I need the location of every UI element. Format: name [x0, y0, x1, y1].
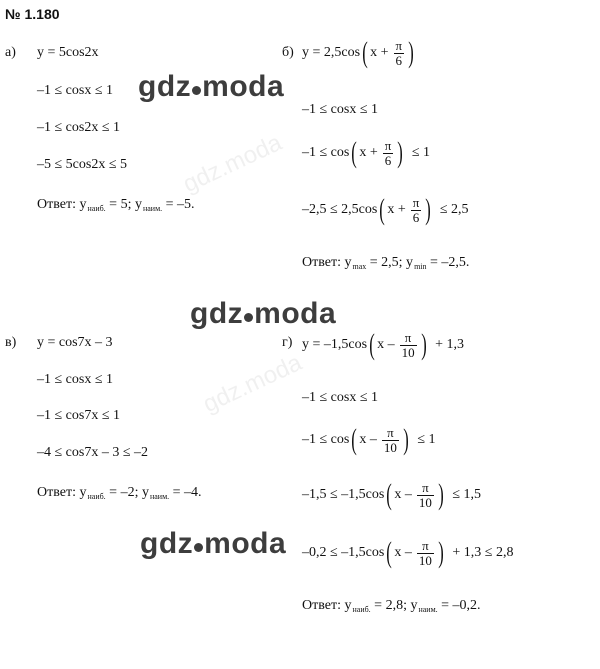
part-a-line-3: –5 ≤ 5cos2x ≤ 5 [37, 157, 128, 172]
part-b-answer: Ответ: $y_{max} = 2,5$; $y_{min} = -2,5$. [302, 255, 470, 271]
part-g-label: г) [282, 335, 293, 350]
part-v-line-3: –4 ≤ cos7x – 3 ≤ –2 [37, 445, 149, 460]
fraction: $\frac{\pi}{10}$ [418, 479, 432, 510]
diagonal-watermark: gdz.moda [199, 349, 306, 419]
part-v-label: в) [5, 335, 17, 350]
part-v-line-2: –1 ≤ cos7x ≤ 1 [37, 408, 121, 423]
part-a-line-1: –1 ≤ cosx ≤ 1 [37, 83, 114, 98]
diagonal-watermark: gdz.moda [179, 129, 286, 199]
watermark-logo: gdz moda [138, 70, 285, 103]
part-g-line-2: –1 ≤ cos ( x – $\frac{\pi}{10}$ ) ≤ 1 [302, 423, 436, 456]
fraction: $\frac{\pi}{6}$ [384, 137, 392, 168]
part-b-line-2: –1 ≤ cos ( x + $\frac{\pi}{6}$ ) ≤ 1 [302, 136, 431, 169]
fraction: $\frac{\pi}{10}$ [401, 329, 415, 360]
fraction: $\frac{\pi}{6}$ [395, 37, 403, 68]
problem-number: № 1.180 [5, 6, 60, 22]
part-g-line-4: –0,2 ≤ –1,5cos ( x – $\frac{\pi}{10}$ ) + 1,3 ≤ 2,8 [302, 536, 514, 569]
part-b-equation: y = 2,5cos ( x + $\frac{\pi}{6}$ ) [302, 36, 414, 69]
part-g-equation: y = –1,5cos ( x – $\frac{\pi}{10}$ ) + 1,3 [302, 328, 464, 361]
part-g-answer: Ответ: $y_{наиб.} = 2,8$; $y_{наим.} = -0,2$. [302, 598, 481, 614]
part-g-line-1: –1 ≤ cosx ≤ 1 [302, 390, 379, 405]
part-g-line-3: –1,5 ≤ –1,5cos ( x – $\frac{\pi}{10}$ ) ≤ 1,5 [302, 478, 482, 511]
part-b-line-1: –1 ≤ cosx ≤ 1 [302, 102, 379, 117]
fraction: $\frac{\pi}{6}$ [412, 194, 420, 225]
part-a-line-2: –1 ≤ cos2x ≤ 1 [37, 120, 121, 135]
part-a-label: а) [5, 45, 16, 60]
part-a-answer: Ответ: $y_{наиб.} = 5$; $y_{наим.} = -5$. [37, 197, 195, 213]
fraction: $\frac{\pi}{10}$ [418, 537, 432, 568]
part-b-line-3: –2,5 ≤ 2,5cos ( x + $\frac{\pi}{6}$ ) ≤ 2,5 [302, 193, 469, 226]
fraction: $\frac{\pi}{10}$ [383, 424, 397, 455]
part-v-line-1: –1 ≤ cosx ≤ 1 [37, 372, 114, 387]
part-v-equation: y = cos7x – 3 [37, 335, 113, 350]
part-b-label: б) [282, 45, 294, 60]
part-v-answer: Ответ: $y_{наиб.} = -2$; $y_{наим.} = -4$. [37, 485, 202, 501]
watermark-logo: gdz moda [190, 297, 337, 330]
watermark-logo: gdz moda [140, 527, 287, 560]
part-a-equation: y = 5cos2x [37, 45, 99, 60]
